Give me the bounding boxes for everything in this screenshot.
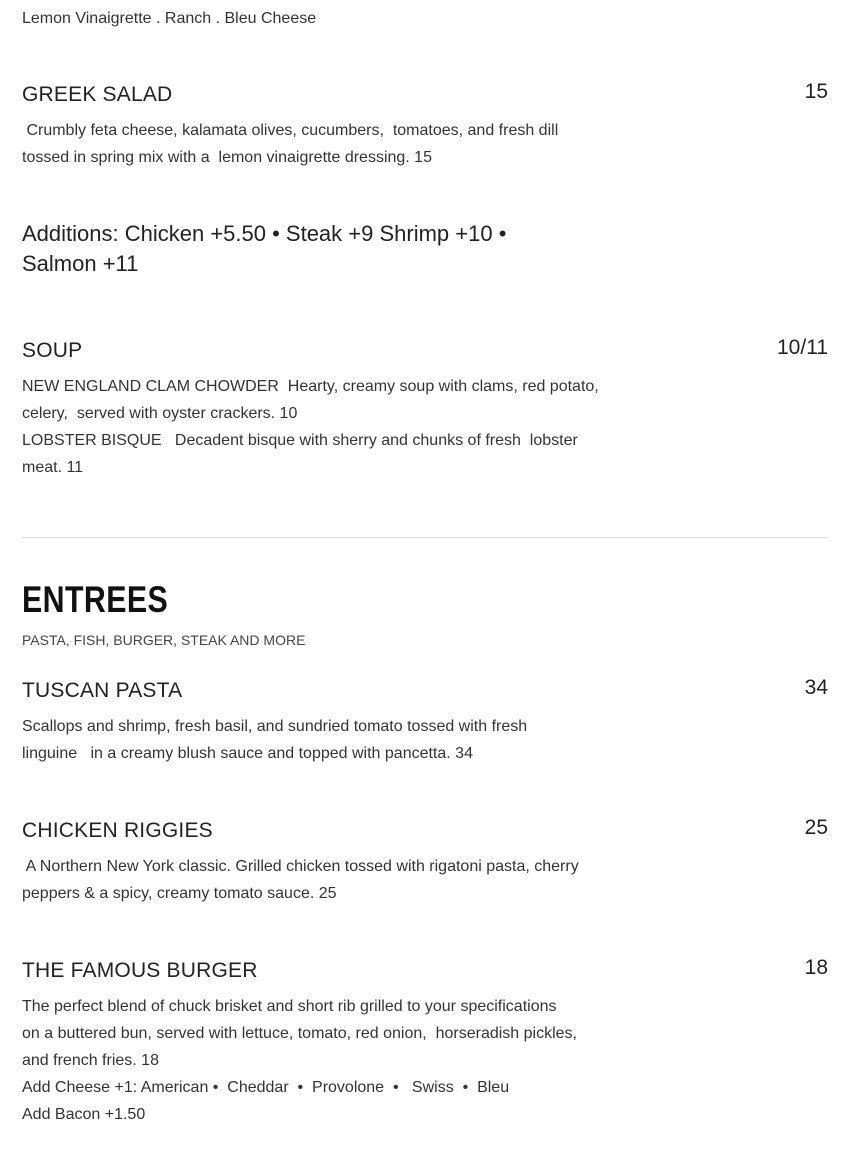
dressing-options-text: Lemon Vinaigrette . Ranch . Bleu Cheese xyxy=(22,10,317,27)
additions-line: Salmon +11 xyxy=(22,251,139,276)
description-line: linguine in a creamy blush sauce and topped with pancetta. 34 xyxy=(22,745,473,762)
menu-item-famous-burger xyxy=(22,957,828,1128)
item-price: 15 xyxy=(804,80,828,103)
item-description xyxy=(22,117,622,171)
item-description xyxy=(22,993,622,1128)
item-description xyxy=(22,373,622,481)
description-line: Add Bacon +1.50 xyxy=(22,1106,146,1123)
description-line: Add Cheese +1: American • Cheddar • Provolone • Swiss • Bleu xyxy=(22,1079,510,1096)
menu-item-greek-salad xyxy=(22,81,828,171)
description-line: peppers & a spicy, creamy tomato sauce. 25 xyxy=(22,885,337,902)
menu-item-chicken-riggies xyxy=(22,817,828,907)
section-subtitle: PASTA, FISH, BURGER, STEAK AND MORE xyxy=(22,632,306,648)
description-line: tossed in spring mix with a lemon vinaigrette dressing. 15 xyxy=(22,149,432,166)
dressing-options xyxy=(22,5,316,32)
item-name: GREEK SALAD xyxy=(22,83,173,106)
description-line: meat. 11 xyxy=(22,459,84,476)
menu-item-tuscan-pasta xyxy=(22,677,828,767)
section-title: ENTREES xyxy=(22,579,169,620)
description-line: celery, served with oyster crackers. 10 xyxy=(22,405,298,422)
description-line: A Northern New York classic. Grilled chicken tossed with rigatoni pasta, cherry xyxy=(22,858,579,875)
description-line: The perfect blend of chuck brisket and short rib grilled to your specifications xyxy=(22,998,557,1015)
description-line: and french fries. 18 xyxy=(22,1052,159,1069)
item-price: 34 xyxy=(804,676,828,699)
item-name: THE FAMOUS BURGER xyxy=(22,959,258,982)
item-name: SOUP xyxy=(22,339,83,362)
item-name: TUSCAN PASTA xyxy=(22,679,183,702)
item-price: 18 xyxy=(804,956,828,979)
item-price: 10/11 xyxy=(777,336,828,359)
section-divider xyxy=(22,537,828,538)
item-name: CHICKEN RIGGIES xyxy=(22,819,213,842)
item-description xyxy=(22,853,622,907)
description-line: LOBSTER BISQUE Decadent bisque with sherry and chunks of fresh lobster xyxy=(22,432,578,449)
item-price: 25 xyxy=(804,816,828,839)
salad-additions xyxy=(22,219,542,279)
menu-item-soup xyxy=(22,337,828,481)
description-line: Scallops and shrimp, fresh basil, and sundried tomato tossed with fresh xyxy=(22,718,528,735)
description-line: NEW ENGLAND CLAM CHOWDER Hearty, creamy soup with clams, red potato, xyxy=(22,378,599,395)
item-description xyxy=(22,713,622,767)
description-line: on a buttered bun, served with lettuce, tomato, red onion, horseradish pickles, xyxy=(22,1025,577,1042)
additions-line: Additions: Chicken +5.50 • Steak +9 Shrimp +10 • xyxy=(22,221,507,246)
description-line: Crumbly feta cheese, kalamata olives, cucumbers, tomatoes, and fresh dill xyxy=(22,122,559,139)
